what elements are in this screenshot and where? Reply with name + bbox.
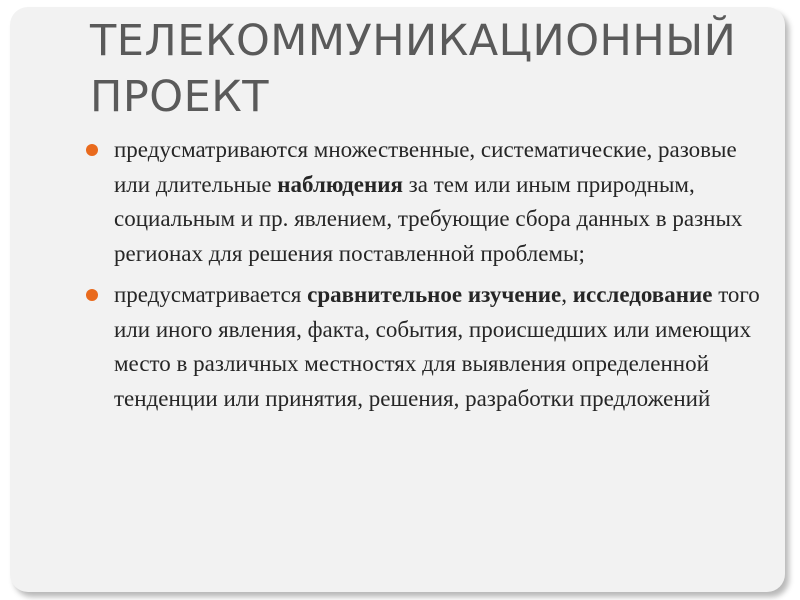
bullet-1-text-2: за тем или иным природным, социальным и пр. явлением, требующие сбора данных в разных регионах для решения поставленной проблемы; bbox=[114, 171, 743, 266]
bullet-dot-icon bbox=[86, 289, 98, 301]
bullet-2-text-3: того или иного явления, факта, события, происшедших или имеющих место в различных местностях для выявления определенной тенденции или принятия, решения, разработки предложений bbox=[114, 282, 760, 411]
bullet-2-text-2: , bbox=[561, 282, 573, 307]
bullet-2-bold-1: сравнительное изучение bbox=[307, 282, 562, 307]
slide-title: ТЕЛЕКОММУНИКАЦИОННЫЙ ПРОЕКТ bbox=[90, 16, 737, 122]
bullet-1-bold-1: наблюдения bbox=[277, 171, 403, 197]
bullet-dot-icon bbox=[86, 144, 98, 156]
bullet-list bbox=[86, 133, 766, 423]
bullet-2-text-1: предусматривается bbox=[114, 282, 308, 307]
bullet-2-bold-2: исследование bbox=[572, 282, 713, 307]
bullet-item-2 bbox=[86, 278, 766, 416]
bullet-item-1 bbox=[86, 133, 766, 271]
bullet-1-text-1: предусматриваются множественные, систематические, разовые или длительные bbox=[114, 137, 737, 197]
